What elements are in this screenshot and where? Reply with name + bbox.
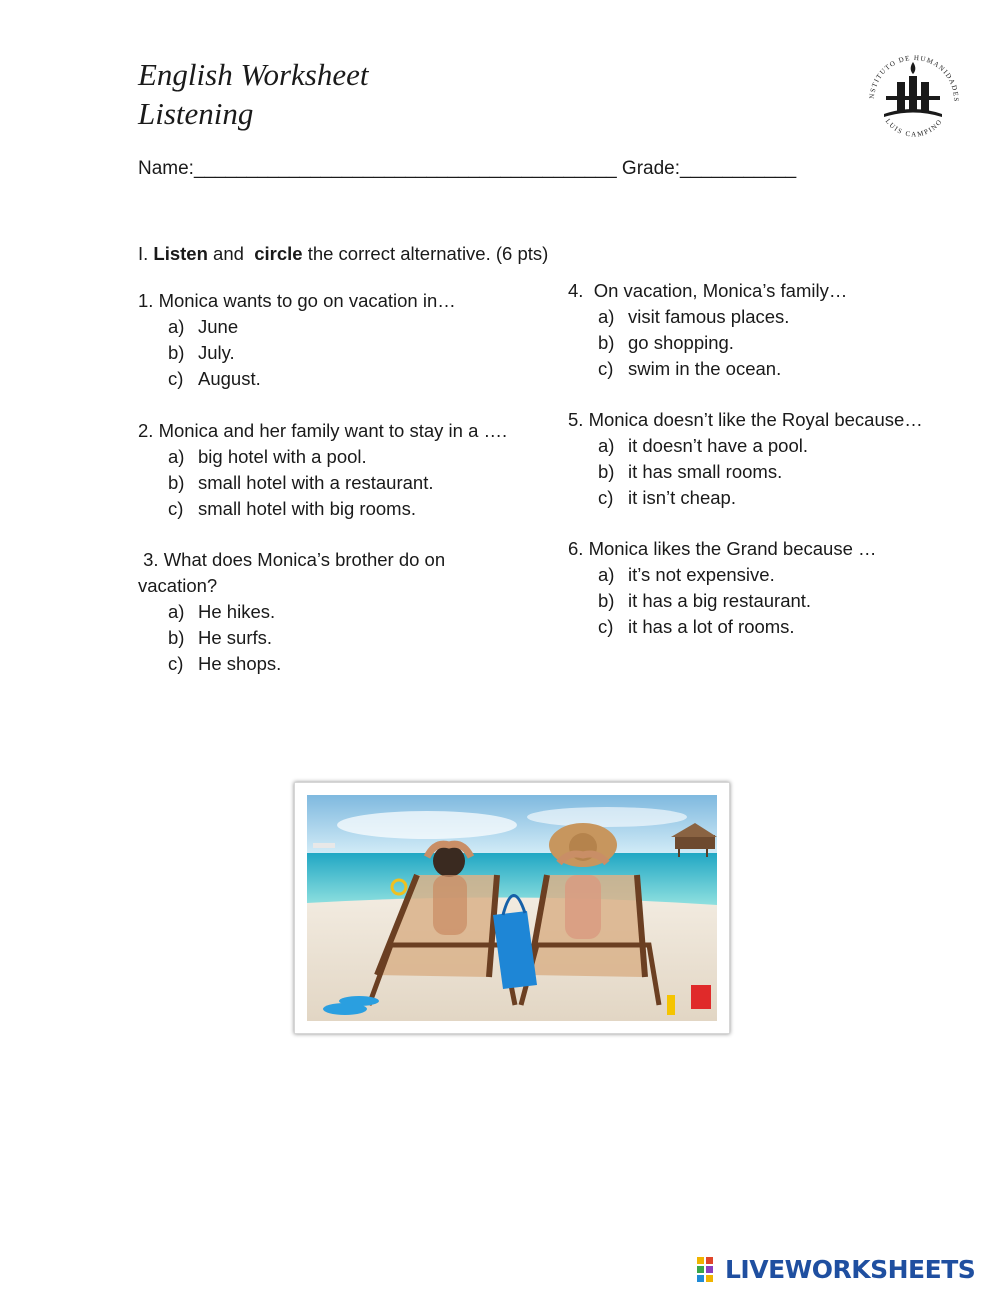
question-1 [138,288,456,392]
instruction-and: and [213,243,244,264]
question-stem: 6. Monica likes the Grand because … [568,538,877,559]
instruction-circle: circle [254,243,303,264]
beach-photo [307,795,717,1021]
option-b[interactable]: b) it has a big restaurant. [598,590,812,611]
question-3 [138,547,445,677]
worksheet-title-line-1: English Worksheet [138,57,369,92]
option-b[interactable]: b) July. [168,342,235,363]
question-stem-line-1: 3. What does Monica’s brother do on [138,549,446,570]
option-c[interactable]: c) small hotel with big rooms. [168,498,416,519]
option-c[interactable]: c) it has a lot of rooms. [598,616,795,637]
option-b[interactable]: b) small hotel with a restaurant. [168,472,434,493]
option-a[interactable]: a) big hotel with a pool. [168,446,367,467]
option-a[interactable]: a) June [168,316,239,337]
option-a[interactable]: a) it doesn’t have a pool. [598,435,808,456]
name-field[interactable]: Name:________________________________________ [138,158,617,179]
option-c[interactable]: c) August. [168,368,261,389]
question-stem: 2. Monica and her family want to stay in a …. [138,420,508,441]
instruction-listen: Listen [153,243,208,264]
liveworksheets-logo [697,1255,975,1284]
option-b[interactable]: b) He surfs. [168,627,273,648]
school-logo-icon [862,48,964,142]
option-c[interactable]: c) He shops. [168,653,282,674]
grade-field[interactable]: Grade:___________ [621,158,797,179]
option-c[interactable]: c) swim in the ocean. [598,358,782,379]
section-numeral: I. [138,243,149,264]
liveworksheets-icon [697,1257,721,1283]
section-instructions [138,243,548,265]
beach-photo-frame [294,782,730,1034]
svg-text:LUIS CAMPINO: LUIS CAMPINO [883,117,945,139]
question-6 [568,536,877,640]
option-a[interactable]: a) He hikes. [168,601,276,622]
question-stem-line-2: vacation? [138,575,218,596]
question-5 [568,407,923,511]
instruction-rest: the correct alternative. (6 pts) [307,243,549,264]
option-b[interactable]: b) go shopping. [598,332,734,353]
option-c[interactable]: c) it isn’t cheap. [598,487,736,508]
question-stem: 4. On vacation, Monica’s family… [568,280,848,301]
option-a[interactable]: a) visit famous places. [598,306,790,327]
option-b[interactable]: b) it has small rooms. [598,461,783,482]
worksheet-title-line-2: Listening [138,96,254,131]
question-2 [138,418,507,522]
question-stem: 1. Monica wants to go on vacation in… [138,290,456,311]
liveworksheets-brand: LIVEWORKSHEETS [725,1255,976,1284]
question-stem: 5. Monica doesn’t like the Royal because… [568,409,923,430]
question-4 [568,278,847,382]
option-a[interactable]: a) it’s not expensive. [598,564,775,585]
name-grade-line [138,158,796,180]
svg-text:INSTITUTO DE HUMANIDADES: NSTITUTO DE HUMANIDADES [867,53,961,103]
